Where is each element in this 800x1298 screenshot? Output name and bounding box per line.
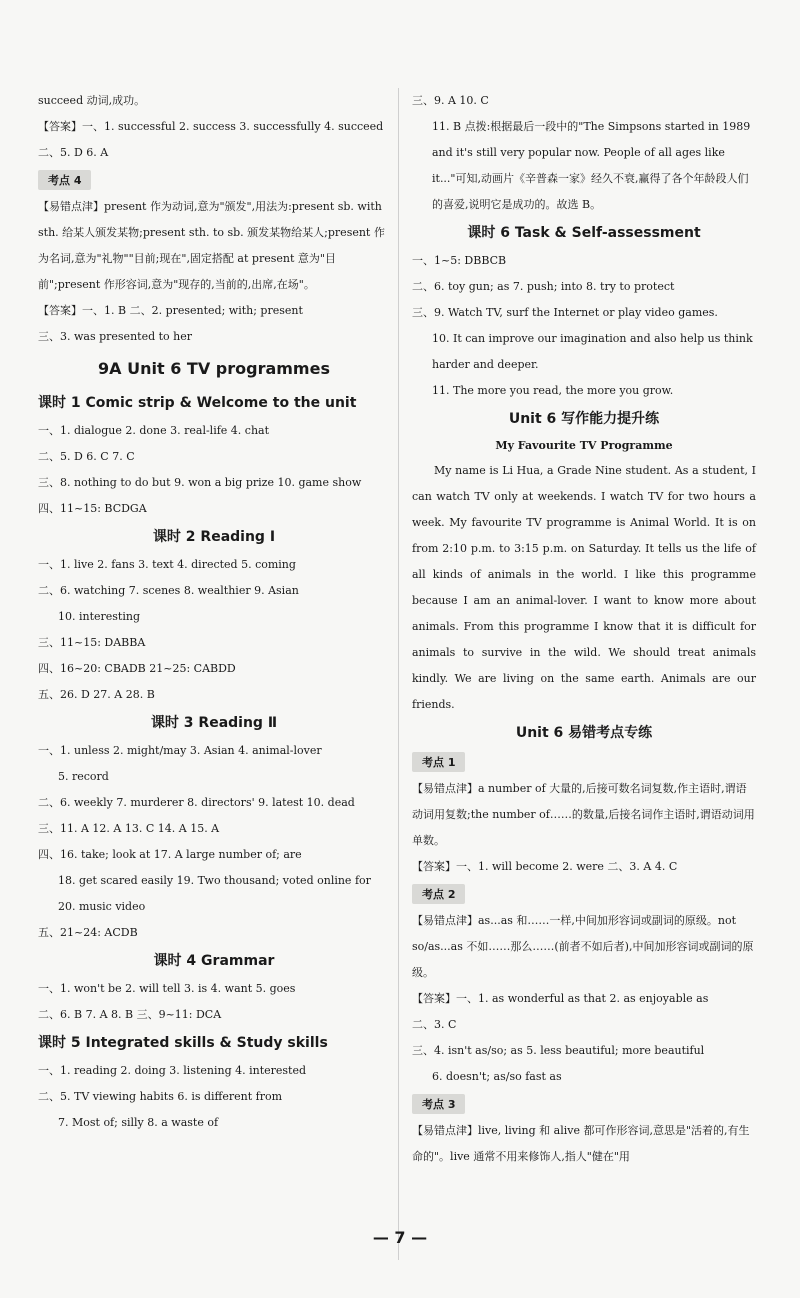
answer-line: 四、16. take; look at 17. A large number of; are [38, 848, 302, 861]
answer-line: 三、11. A 12. A 13. C 14. A 15. A [38, 822, 220, 835]
answer-line: 二、5. D 6. A [38, 146, 109, 159]
lesson-title: 课时 1 Comic strip & Welcome to the unit [38, 395, 357, 411]
point-badge: 考点 2 [412, 884, 465, 904]
answer-line: 一、1. unless 2. might/may 3. Asian 4. animal-lover [38, 744, 322, 757]
answer-line: 三、9. Watch TV, surf the Internet or play video games. [412, 306, 718, 319]
essay-title: My Favourite TV Programme [495, 439, 673, 452]
answer-line: 一、1. reading 2. doing 3. listening 4. interested [38, 1064, 307, 1077]
answer-line: 五、21~24: ACDB [38, 926, 138, 939]
answer-line: 【答案】一、1. will become 2. were 二、3. A 4. C [412, 860, 678, 873]
answer-line: 二、6. watching 7. scenes 8. wealthier 9. Asian [38, 584, 299, 597]
answer-line: 五、26. D 27. A 28. B [38, 688, 155, 701]
answer-line: harder and deeper. [432, 358, 539, 371]
section-title: Unit 6 易错考点专练 [515, 725, 653, 741]
answer-line: 一、1~5: DBBCB [412, 254, 507, 267]
lesson-title: 课时 2 Reading Ⅰ [152, 529, 276, 545]
answer-line: 一、1. won't be 2. will tell 3. is 4. want 5. goes [38, 982, 296, 995]
model-essay: My name is Li Hua, a Grade Nine student. As a student, I can watch TV only at weekends. I watch TV for two hours a week. My favourite TV programme is Animal World. It is on from 2:10 p.m. to 3:15 p.m. on Saturday. It tells us the life of all kinds of animals in the world. I like this programme because I am an animal-lover. I want to know more about animals. From this programme I know that it is difficult for animals to survive in the wild. We should treat animals kindly. We are living on the same earth. Animals are our friends. [412, 464, 756, 711]
answer-line: 【答案】一、1. successful 2. success 3. successfully 4. succeed [38, 120, 384, 133]
error-explanation: 【易错点津】present 作为动词,意为"颁发",用法为:present sb. with sth. 给某人颁发某物;present sth. to sb. 颁发某物给某人;present 作为名词,意为"礼物""目前;现在",固定搭配 at present 意为"目前";present 作形容词,意为"现存的,当前的,出席,在场"。 [38, 200, 385, 291]
answer-line: 四、16~20: CBADB 21~25: CABDD [38, 662, 236, 675]
answer-line: 三、9. A 10. C [412, 94, 489, 107]
page-number: — 7 — [372, 1228, 428, 1247]
answer-line: 10. It can improve our imagination and also help us think [432, 332, 753, 345]
answer-line: 二、6. toy gun; as 7. push; into 8. try to protect [412, 280, 675, 293]
point-badge: 考点 1 [412, 752, 465, 772]
answer-line: 20. music video [58, 900, 146, 913]
answer-line: 三、4. isn't as/so; as 5. less beautiful; more beautiful [412, 1044, 705, 1057]
column-divider [398, 88, 399, 1260]
answer-line: 10. interesting [58, 610, 141, 623]
answer-explanation: 11. B 点拨:根据最后一段中的"The Simpsons started in 1989 and it's still very popular now. People of all ages like it..."可知,动画片《辛普森一家》经久不衰,赢得了各个年龄段人们的喜爱,说明它是成功的。故选 B。 [432, 120, 751, 211]
answer-line: 【答案】一、1. as wonderful as that 2. as enjoyable as [412, 992, 709, 1005]
error-explanation: 【易错点津】as...as 和……一样,中间加形容词或副词的原级。not so/as...as 不如……那么……(前者不如后者),中间加形容词或副词的原级。 [412, 914, 754, 979]
answer-line: 5. record [58, 770, 109, 783]
point-badge: 考点 4 [38, 170, 91, 190]
answer-line: 三、11~15: DABBA [38, 636, 146, 649]
left-column [38, 88, 390, 1136]
answer-line: 二、5. D 6. C 7. C [38, 450, 135, 463]
point-badge: 考点 3 [412, 1094, 465, 1114]
answer-line: 二、6. B 7. A 8. B 三、9~11: DCA [38, 1008, 222, 1021]
error-explanation: 【易错点津】a number of 大量的,后接可数名词复数,作主语时,谓语动词用复数;the number of……的数量,后接名词作主语时,谓语动词用单数。 [412, 782, 755, 847]
lesson-title: 课时 5 Integrated skills & Study skills [38, 1035, 328, 1051]
answer-line: 四、11~15: BCDGA [38, 502, 147, 515]
unit-title: 9A Unit 6 TV programmes [98, 359, 330, 378]
answer-line: 18. get scared easily 19. Two thousand; voted online for [58, 874, 371, 887]
answer-line: 二、5. TV viewing habits 6. is different from [38, 1090, 283, 1103]
answer-line: 11. The more you read, the more you grow. [432, 384, 674, 397]
lesson-title: 课时 6 Task & Self-assessment [467, 225, 701, 241]
answer-line: 6. doesn't; as/so fast as [432, 1070, 562, 1083]
answer-line: 一、1. dialogue 2. done 3. real-life 4. chat [38, 424, 270, 437]
error-explanation: 【易错点津】live, living 和 alive 都可作形容词,意思是"活着的,有生命的"。live 通常不用来修饰人,指人"健在"用 [412, 1124, 750, 1163]
answer-line: 二、6. weekly 7. murderer 8. directors' 9. latest 10. dead [38, 796, 355, 809]
answer-line: 7. Most of; silly 8. a waste of [58, 1116, 219, 1129]
answer-line: 二、3. C [412, 1018, 457, 1031]
lesson-title: 课时 4 Grammar [153, 953, 275, 969]
answer-line: 三、3. was presented to her [38, 330, 193, 343]
answer-line: 三、8. nothing to do but 9. won a big prize 10. game show [38, 476, 362, 489]
right-column [412, 88, 756, 1170]
text-line: succeed 动词,成功。 [38, 94, 146, 107]
section-title: Unit 6 写作能力提升练 [508, 411, 660, 427]
answer-line: 一、1. live 2. fans 3. text 4. directed 5. coming [38, 558, 296, 571]
lesson-title: 课时 3 Reading Ⅱ [150, 715, 278, 731]
answer-line: 【答案】一、1. B 二、2. presented; with; present [38, 304, 303, 317]
